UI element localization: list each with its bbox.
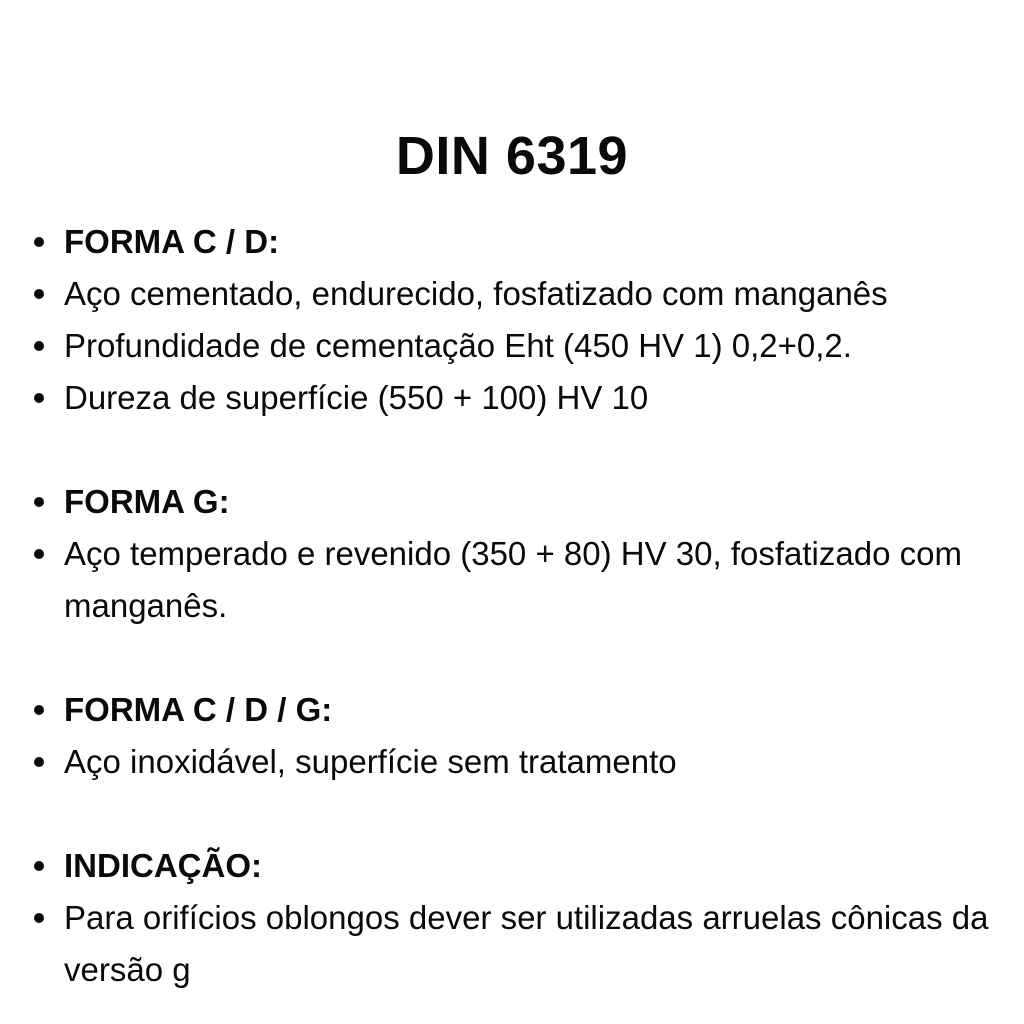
list-item xyxy=(30,528,1010,632)
list-item xyxy=(30,268,1010,320)
section-heading xyxy=(30,684,1010,736)
section-heading-text: INDICAÇÃO: xyxy=(64,847,262,884)
section-heading-text: FORMA C / D: xyxy=(64,223,280,260)
bullet-icon xyxy=(34,913,44,923)
bullet-icon xyxy=(34,341,44,351)
list-item xyxy=(30,892,1010,996)
bullet-icon xyxy=(34,237,44,247)
section-forma-cdg xyxy=(30,684,1010,788)
bullet-icon xyxy=(34,705,44,715)
section-indicacao xyxy=(30,840,1010,996)
list-item-text: Profundidade de cementação Eht (450 HV 1) 0,2+0,2. xyxy=(64,327,852,364)
list-item-text: Aço temperado e revenido (350 + 80) HV 30, fosfatizado com manganês. xyxy=(64,535,962,624)
list-item xyxy=(30,372,1010,424)
section-forma-cd xyxy=(30,216,1010,424)
list-item-text: Dureza de superfície (550 + 100) HV 10 xyxy=(64,379,649,416)
list-item-text: Aço inoxidável, superfície sem tratamento xyxy=(64,743,677,780)
list-item-text: Para orifícios oblongos dever ser utilizadas arruelas cônicas da versão g xyxy=(64,899,989,988)
section-heading-text: FORMA C / D / G: xyxy=(64,691,333,728)
section-heading-text: FORMA G: xyxy=(64,483,230,520)
page-title: DIN 6319 xyxy=(395,126,629,187)
bullet-icon xyxy=(34,393,44,403)
section-forma-g xyxy=(30,476,1010,632)
bullet-icon xyxy=(34,757,44,767)
content-body xyxy=(30,216,1010,996)
list-item xyxy=(30,320,1010,372)
bullet-icon xyxy=(34,497,44,507)
bullet-icon xyxy=(34,861,44,871)
section-heading xyxy=(30,840,1010,892)
bullet-icon xyxy=(34,289,44,299)
list-item xyxy=(30,736,1010,788)
list-item-text: Aço cementado, endurecido, fosfatizado com manganês xyxy=(64,275,888,312)
section-heading xyxy=(30,216,1010,268)
section-heading xyxy=(30,476,1010,528)
bullet-icon xyxy=(34,549,44,559)
